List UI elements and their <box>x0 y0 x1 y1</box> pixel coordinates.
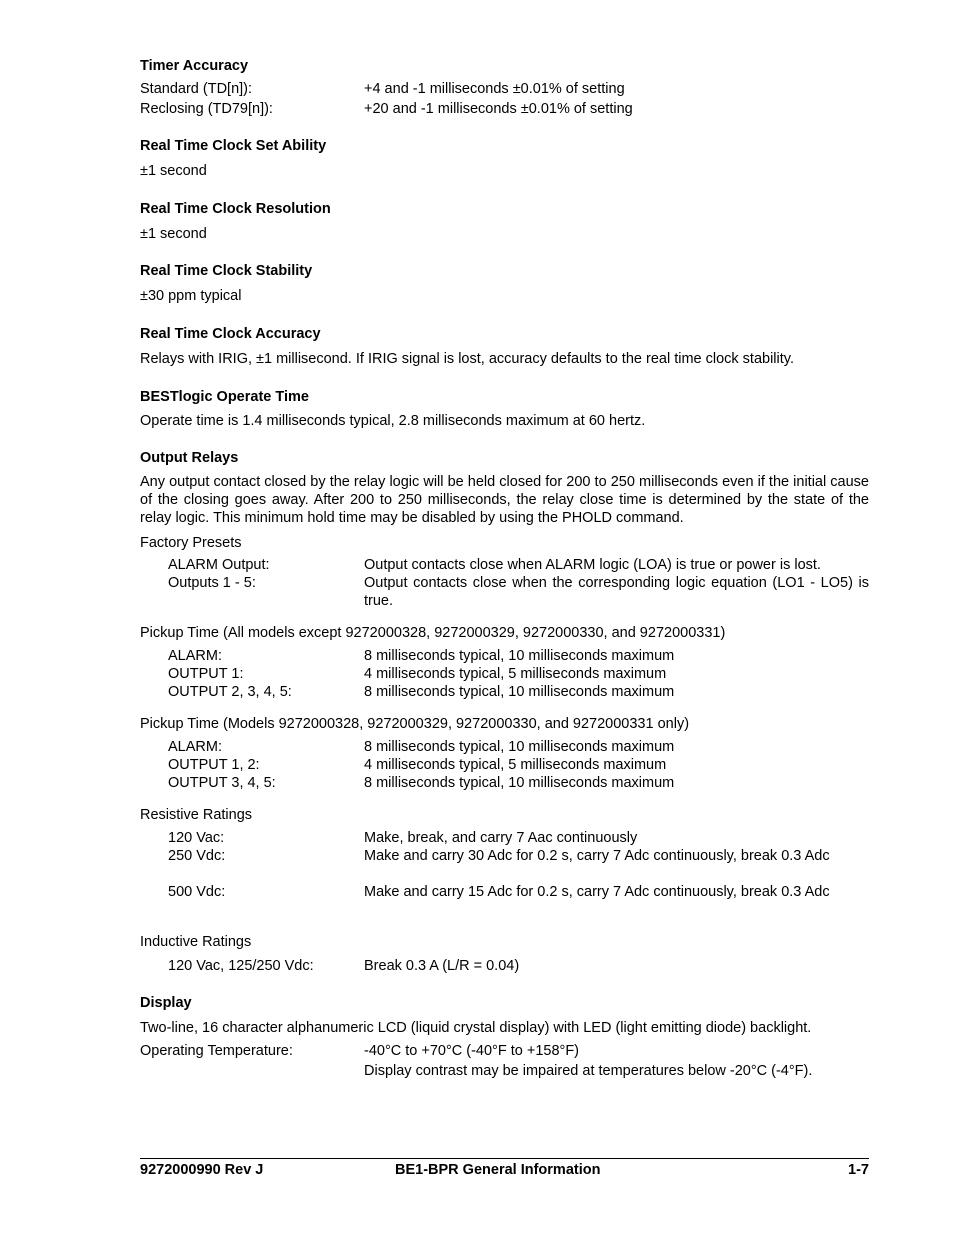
inductive-label: 120 Vac, 125/250 Vdc: <box>168 958 314 974</box>
rtc-stability-heading: Real Time Clock Stability <box>140 263 313 279</box>
resistive-120vac-value: Make, break, and carry 7 Aac continuously <box>364 830 638 846</box>
alarm-output-label: ALARM Output: <box>168 557 270 573</box>
pickup2-output12-label: OUTPUT 1, 2: <box>168 757 260 773</box>
pickup-time-2-title: Pickup Time (Models 9272000328, 9272000329, 9272000330, and 9272000331 only) <box>140 716 690 732</box>
bestlogic-heading: BESTlogic Operate Time <box>140 389 309 405</box>
pickup2-output345-value: 8 milliseconds typical, 10 milliseconds maximum <box>364 775 675 791</box>
timer-standard-label: Standard (TD[n]): <box>140 81 253 97</box>
footer-page-number: 1-7 <box>848 1162 869 1178</box>
resistive-ratings-title: Resistive Ratings <box>140 807 253 823</box>
inductive-ratings-title: Inductive Ratings <box>140 934 252 950</box>
operating-temp-note: Display contrast may be impaired at temperatures below -20°C (-4°F). <box>364 1063 813 1079</box>
rtc-resolution-text: ±1 second <box>140 226 207 242</box>
output-relays-paragraph: Any output contact closed by the relay logic will be held closed for 200 to 250 milliseconds even if the initial cause of the closing goes away. After 200 to 250 milliseconds, the relay close time is determined by the state of the relay logic. This minimum hold time may be disabled by using the PHOLD command. <box>140 474 869 526</box>
timer-reclosing-label: Reclosing (TD79[n]): <box>140 101 273 117</box>
footer-title: BE1-BPR General Information <box>395 1162 601 1178</box>
pickup1-alarm-value: 8 milliseconds typical, 10 milliseconds maximum <box>364 648 675 664</box>
outputs-1-5-label: Outputs 1 - 5: <box>168 575 256 591</box>
factory-presets-title: Factory Presets <box>140 535 242 551</box>
pickup2-alarm-value: 8 milliseconds typical, 10 milliseconds maximum <box>364 739 675 755</box>
footer-doc-number: 9272000990 Rev J <box>140 1162 264 1178</box>
page-footer <box>140 1158 869 1178</box>
outputs-1-5-value: Output contacts close when the corresponding logic equation (LO1 - LO5) is true. <box>364 575 869 609</box>
rtc-accuracy-heading: Real Time Clock Accuracy <box>140 326 321 342</box>
pickup1-output2345-label: OUTPUT 2, 3, 4, 5: <box>168 684 292 700</box>
timer-standard-value: +4 and -1 milliseconds ±0.01% of setting <box>364 81 625 97</box>
pickup2-output12-value: 4 milliseconds typical, 5 milliseconds maximum <box>364 757 667 773</box>
alarm-output-value: Output contacts close when ALARM logic (LOA) is true or power is lost. <box>364 557 821 573</box>
pickup2-alarm-label: ALARM: <box>168 739 222 755</box>
display-text: Two-line, 16 character alphanumeric LCD (liquid crystal display) with LED (light emitting diode) backlight. <box>140 1020 812 1036</box>
timer-reclosing-value: +20 and -1 milliseconds ±0.01% of setting <box>364 101 633 117</box>
display-heading: Display <box>140 995 192 1011</box>
pickup-time-1-title: Pickup Time (All models except 9272000328, 9272000329, 9272000330, and 9272000331) <box>140 625 726 641</box>
output-relays-heading: Output Relays <box>140 450 239 466</box>
inductive-value: Break 0.3 A (L/R = 0.04) <box>364 958 520 974</box>
timer-accuracy-heading: Timer Accuracy <box>140 58 249 74</box>
pickup1-output1-value: 4 milliseconds typical, 5 milliseconds maximum <box>364 666 667 682</box>
bestlogic-text: Operate time is 1.4 milliseconds typical, 2.8 milliseconds maximum at 60 hertz. <box>140 413 646 429</box>
pickup1-alarm-label: ALARM: <box>168 648 222 664</box>
pickup1-output1-label: OUTPUT 1: <box>168 666 244 682</box>
rtc-resolution-heading: Real Time Clock Resolution <box>140 201 331 217</box>
resistive-120vac-label: 120 Vac: <box>168 830 225 846</box>
rtc-set-ability-heading: Real Time Clock Set Ability <box>140 138 327 154</box>
resistive-500vdc-label: 500 Vdc: <box>168 884 226 900</box>
rtc-stability-text: ±30 ppm typical <box>140 288 242 304</box>
pickup2-output345-label: OUTPUT 3, 4, 5: <box>168 775 276 791</box>
rtc-accuracy-text: Relays with IRIG, ±1 millisecond. If IRIG signal is lost, accuracy defaults to the real time clock stability. <box>140 351 794 367</box>
rtc-set-ability-text: ±1 second <box>140 163 207 179</box>
resistive-500vdc-value: Make and carry 15 Adc for 0.2 s, carry 7 Adc continuously, break 0.3 Adc <box>364 884 830 900</box>
pickup1-output2345-value: 8 milliseconds typical, 10 milliseconds maximum <box>364 684 675 700</box>
resistive-250vdc-value: Make and carry 30 Adc for 0.2 s, carry 7 Adc continuously, break 0.3 Adc <box>364 848 830 864</box>
operating-temp-label: Operating Temperature: <box>140 1043 293 1059</box>
resistive-250vdc-label: 250 Vdc: <box>168 848 226 864</box>
operating-temp-value: -40°C to +70°C (-40°F to +158°F) <box>364 1043 580 1059</box>
